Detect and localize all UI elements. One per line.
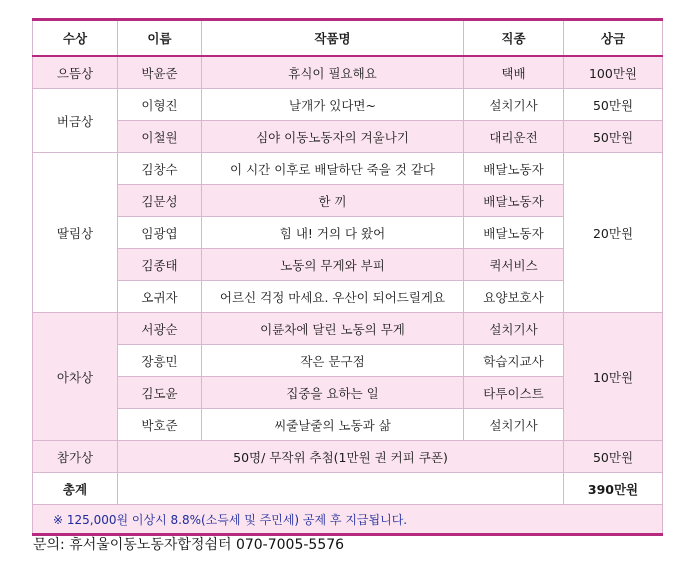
award-cell: 버금상 [33,89,118,153]
work-cell: 힘 내! 거의 다 왔어 [202,217,464,249]
name-cell: 오귀자 [118,281,202,313]
job-cell: 설치기사 [464,409,564,441]
work-cell: 심야 이동노동자의 겨울나기 [202,121,464,153]
job-cell: 배달노동자 [464,153,564,185]
job-cell: 타투이스트 [464,377,564,409]
header-name: 이름 [118,20,202,57]
table-row [33,153,663,185]
name-cell: 장흥민 [118,345,202,377]
header-prize: 상금 [564,20,663,57]
prize-table-container [32,18,662,536]
table-row [33,89,663,121]
tax-note: ※ 125,000원 이상시 8.8%(소득세 및 주민세) 공제 후 지급됩니다. [33,505,663,535]
job-cell: 퀵서비스 [464,249,564,281]
name-cell: 박호준 [118,409,202,441]
table-row [33,56,663,89]
participation-desc: 50명/ 무작위 추첨(1만원 권 커피 쿠폰) [118,441,564,473]
name-cell: 김종태 [118,249,202,281]
job-cell: 설치기사 [464,313,564,345]
job-cell: 학습지교사 [464,345,564,377]
award-cell: 딸림상 [33,153,118,313]
prize-cell: 50만원 [564,121,663,153]
prize-cell: 20만원 [564,153,663,313]
work-cell: 이 시간 이후로 배달하단 죽을 것 같다 [202,153,464,185]
note-row [33,505,663,535]
job-cell: 배달노동자 [464,217,564,249]
award-cell: 참가상 [33,441,118,473]
job-cell: 설치기사 [464,89,564,121]
name-cell: 이형진 [118,89,202,121]
job-cell: 택배 [464,56,564,89]
award-cell: 아차상 [33,313,118,441]
work-cell: 휴식이 필요해요 [202,56,464,89]
header-award: 수상 [33,20,118,57]
work-cell: 날개가 있다면~ [202,89,464,121]
name-cell: 김문성 [118,185,202,217]
prize-table [32,18,663,536]
work-cell: 씨줄날줄의 노동과 삶 [202,409,464,441]
name-cell: 서광순 [118,313,202,345]
job-cell: 배달노동자 [464,185,564,217]
inquiry-contact: 문의: 휴서울이동노동자합정쉼터 070-7005-5576 [33,537,345,553]
header-job: 직종 [464,20,564,57]
work-cell: 노동의 무게와 부피 [202,249,464,281]
name-cell: 김도윤 [118,377,202,409]
table-row [33,121,663,153]
name-cell: 임광엽 [118,217,202,249]
prize-cell: 50만원 [564,441,663,473]
total-label: 총계 [33,473,118,505]
name-cell: 이철원 [118,121,202,153]
table-row [33,313,663,345]
total-empty [118,473,564,505]
name-cell: 김창수 [118,153,202,185]
table-row [33,441,663,473]
work-cell: 이륜차에 달린 노동의 무게 [202,313,464,345]
total-row [33,473,663,505]
job-cell: 요양보호사 [464,281,564,313]
total-prize: 390만원 [564,473,663,505]
work-cell: 한 끼 [202,185,464,217]
work-cell: 어르신 걱정 마세요. 우산이 되어드릴게요 [202,281,464,313]
work-cell: 집중을 요하는 일 [202,377,464,409]
job-cell: 대리운전 [464,121,564,153]
prize-cell: 100만원 [564,56,663,89]
header-row [33,20,663,57]
header-work: 작품명 [202,20,464,57]
prize-cell: 10만원 [564,313,663,441]
prize-cell: 50만원 [564,89,663,121]
name-cell: 박윤준 [118,56,202,89]
award-cell: 으뜸상 [33,56,118,89]
work-cell: 작은 문구점 [202,345,464,377]
